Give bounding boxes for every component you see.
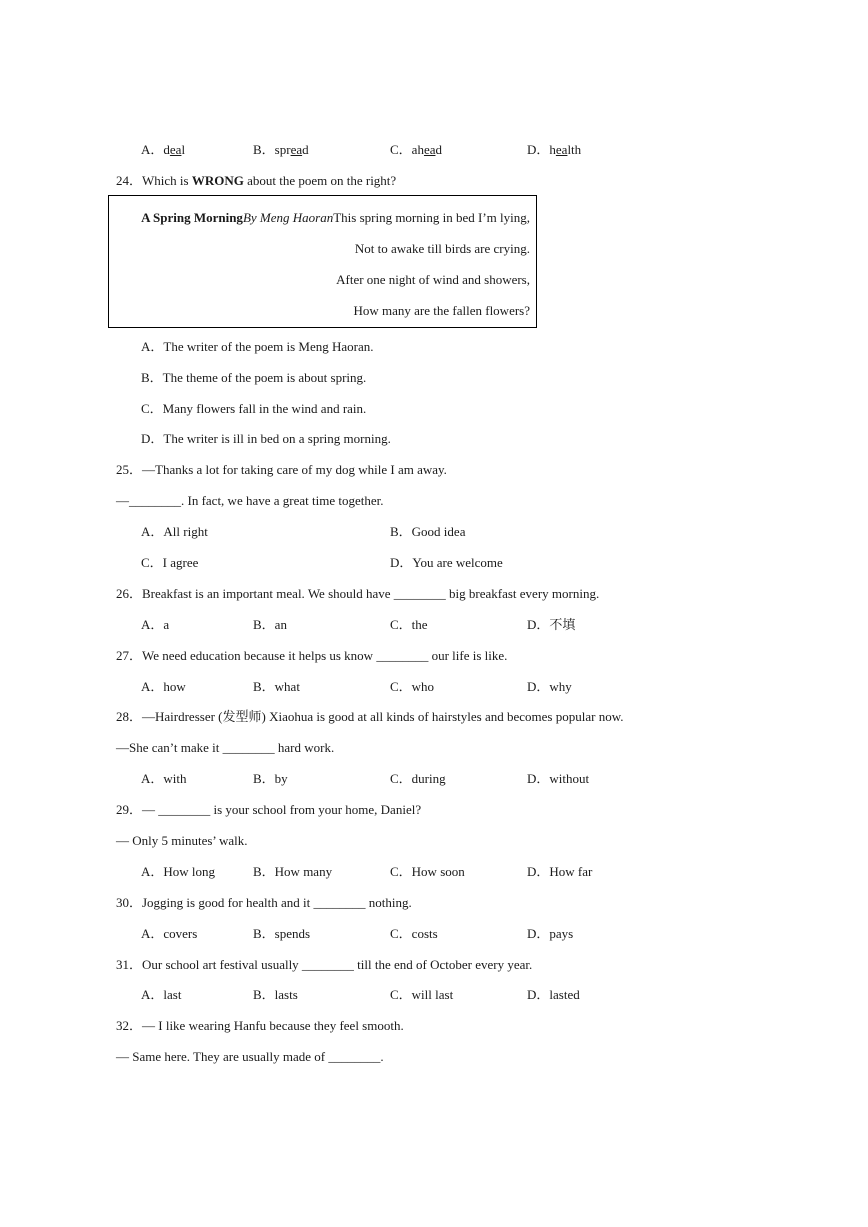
q32-response: — Same here. They are usually made of ________. xyxy=(116,1049,384,1064)
question-emphasis: WRONG xyxy=(191,173,244,188)
poem-line-3: After one night of wind and showers, xyxy=(336,272,530,287)
poem-text: This spring morning in bed I’m lying, xyxy=(333,210,530,225)
q31-option-c: C．will last xyxy=(390,987,454,1002)
option-text: d xyxy=(163,142,170,157)
q24-option-a: A．The writer of the poem is Meng Haoran. xyxy=(141,339,374,354)
q23-option-d xyxy=(527,142,581,158)
option-text: spr xyxy=(274,142,291,157)
option-text: d xyxy=(302,142,309,157)
q28-response: —She can’t make it ________ hard work. xyxy=(116,740,335,755)
option-text: h xyxy=(549,142,556,157)
q23-option-a xyxy=(141,142,185,158)
q28-question: 28．—Hairdresser (发型师) Xiaohua is good at all kinds of hairstyles and becomes popular now. xyxy=(116,709,624,724)
q28-option-c: C．during xyxy=(390,771,446,786)
q30-option-a: A．covers xyxy=(141,926,198,941)
option-text: l xyxy=(181,142,186,157)
q25-option-d: D．You are welcome xyxy=(390,555,503,570)
poem-line-4: How many are the fallen flowers? xyxy=(353,303,530,318)
q25-option-c: C．I agree xyxy=(141,555,199,570)
question-text: Which is xyxy=(142,173,192,188)
q29-response: — Only 5 minutes’ walk. xyxy=(116,833,248,848)
q30-question: 30．Jogging is good for health and it ________ nothing. xyxy=(116,895,412,910)
q26-option-a: A．a xyxy=(141,617,170,632)
q26-question: 26．Breakfast is an important meal. We should have ________ big breakfast every morning. xyxy=(116,586,600,601)
q27-option-d: D．why xyxy=(527,679,572,694)
q25-response: —________. In fact, we have a great time together. xyxy=(116,493,384,508)
q30-option-b: B．spends xyxy=(253,926,311,941)
option-letter: A． xyxy=(141,142,164,157)
q26-option-d: D．不填 xyxy=(527,617,576,632)
poem-box xyxy=(108,195,537,328)
option-letter: B． xyxy=(253,142,275,157)
underlined-letters: ea xyxy=(555,142,568,157)
underlined-letters: ea xyxy=(290,142,303,157)
q23-option-c xyxy=(390,142,442,158)
q24-option-d: D．The writer is ill in bed on a spring morning. xyxy=(141,431,391,446)
option-text: lth xyxy=(567,142,582,157)
q29-option-b: B．How many xyxy=(253,864,333,879)
q28-option-a: A．with xyxy=(141,771,187,786)
q31-option-b: B．lasts xyxy=(253,987,298,1002)
q27-option-a: A．how xyxy=(141,679,186,694)
q25-question: 25．—Thanks a lot for taking care of my dog while I am away. xyxy=(116,462,447,477)
q24-option-b: B．The theme of the poem is about spring. xyxy=(141,370,367,385)
q27-option-b: B．what xyxy=(253,679,300,694)
q31-question: 31．Our school art festival usually ________ till the end of October every year. xyxy=(116,957,533,972)
q31-option-d: D．lasted xyxy=(527,987,580,1002)
q27-question: 27．We need education because it helps us know ________ our life is like. xyxy=(116,648,508,663)
q26-option-b: B．an xyxy=(253,617,287,632)
q29-option-c: C．How soon xyxy=(390,864,465,879)
q30-option-d: D．pays xyxy=(527,926,574,941)
option-letter: C． xyxy=(390,142,412,157)
q29-option-d: D．How far xyxy=(527,864,593,879)
q29-option-a: A．How long xyxy=(141,864,216,879)
q25-option-a: A．All right xyxy=(141,524,208,539)
question-text: about the poem on the right? xyxy=(243,173,397,188)
q23-option-b xyxy=(253,142,309,158)
q28-option-b: B．by xyxy=(253,771,288,786)
q28-option-d: D．without xyxy=(527,771,590,786)
underlined-letters: ea xyxy=(423,142,436,157)
q32-question: 32．— I like wearing Hanfu because they feel smooth. xyxy=(116,1018,404,1033)
poem-line-1 xyxy=(141,210,530,226)
q31-option-a: A．last xyxy=(141,987,182,1002)
q25-option-b: B．Good idea xyxy=(390,524,466,539)
q24-question xyxy=(116,173,396,189)
q26-option-c: C．the xyxy=(390,617,428,632)
poem-author: By Meng Haoran xyxy=(242,210,334,225)
q30-option-c: C．costs xyxy=(390,926,438,941)
underlined-letters: ea xyxy=(169,142,182,157)
option-text: d xyxy=(435,142,442,157)
poem-line-2: Not to awake till birds are crying. xyxy=(354,241,530,256)
q29-question: 29．— ________ is your school from your home, Daniel? xyxy=(116,802,422,817)
option-letter: D． xyxy=(527,142,550,157)
option-text: ah xyxy=(411,142,424,157)
q27-option-c: C．who xyxy=(390,679,435,694)
poem-title: A Spring Morning xyxy=(141,210,243,225)
q24-option-c: C．Many flowers fall in the wind and rain. xyxy=(141,401,367,416)
question-number: 24． xyxy=(116,173,143,188)
